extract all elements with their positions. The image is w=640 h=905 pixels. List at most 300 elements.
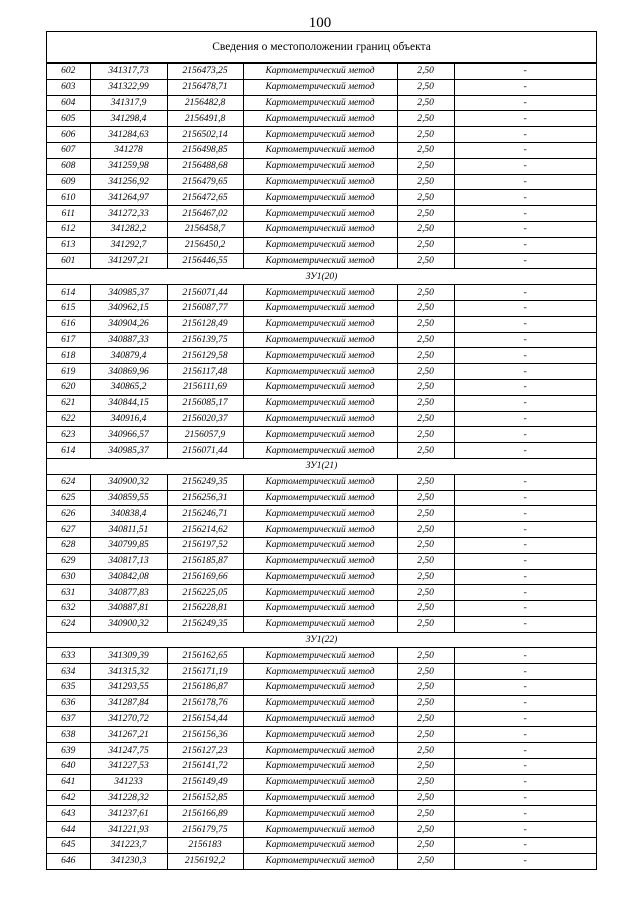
coordinates-table-body — [47, 64, 596, 870]
description-cell: - — [454, 348, 596, 364]
accuracy-cell: 2,50 — [397, 379, 454, 395]
description-cell: - — [454, 680, 596, 696]
method-cell: Картометрический метод — [243, 300, 397, 316]
x-coordinate-cell: 340799,85 — [90, 537, 167, 553]
table-row — [47, 522, 596, 538]
table-row — [47, 158, 596, 174]
y-coordinate-cell: 2156225,05 — [167, 585, 243, 601]
method-cell: Картометрический метод — [243, 522, 397, 538]
x-coordinate-cell: 340887,81 — [90, 601, 167, 617]
accuracy-cell: 2,50 — [397, 522, 454, 538]
method-cell: Картометрический метод — [243, 316, 397, 332]
table-row — [47, 695, 596, 711]
method-cell: Картометрический метод — [243, 158, 397, 174]
table-row — [47, 680, 596, 696]
method-cell: Картометрический метод — [243, 379, 397, 395]
accuracy-cell: 2,50 — [397, 664, 454, 680]
point-number-cell: 643 — [47, 806, 90, 822]
description-cell: - — [454, 174, 596, 190]
accuracy-cell: 2,50 — [397, 490, 454, 506]
table-row — [47, 174, 596, 190]
accuracy-cell: 2,50 — [397, 253, 454, 269]
description-cell: - — [454, 111, 596, 127]
description-cell: - — [454, 237, 596, 253]
y-coordinate-cell: 2156192,2 — [167, 853, 243, 869]
accuracy-cell: 2,50 — [397, 648, 454, 664]
method-cell: Картометрический метод — [243, 711, 397, 727]
point-number-cell: 618 — [47, 348, 90, 364]
method-cell: Картометрический метод — [243, 253, 397, 269]
point-number-cell: 633 — [47, 648, 90, 664]
accuracy-cell: 2,50 — [397, 537, 454, 553]
table-row — [47, 838, 596, 854]
x-coordinate-cell: 341284,63 — [90, 127, 167, 143]
description-cell: - — [454, 743, 596, 759]
table-row — [47, 585, 596, 601]
accuracy-cell: 2,50 — [397, 585, 454, 601]
table-row — [47, 221, 596, 237]
accuracy-cell: 2,50 — [397, 300, 454, 316]
accuracy-cell: 2,50 — [397, 206, 454, 222]
table-row — [47, 790, 596, 806]
x-coordinate-cell: 341309,39 — [90, 648, 167, 664]
method-cell: Картометрический метод — [243, 585, 397, 601]
point-number-cell: 608 — [47, 158, 90, 174]
point-number-cell: 632 — [47, 601, 90, 617]
y-coordinate-cell: 2156162,65 — [167, 648, 243, 664]
x-coordinate-cell: 340900,32 — [90, 474, 167, 490]
x-coordinate-cell: 341322,99 — [90, 79, 167, 95]
method-cell: Картометрический метод — [243, 348, 397, 364]
x-coordinate-cell: 341298,4 — [90, 111, 167, 127]
x-coordinate-cell: 341223,7 — [90, 838, 167, 854]
point-number-cell: 639 — [47, 743, 90, 759]
method-cell: Картометрический метод — [243, 79, 397, 95]
y-coordinate-cell: 2156087,77 — [167, 300, 243, 316]
description-cell: - — [454, 142, 596, 158]
y-coordinate-cell: 2156185,87 — [167, 553, 243, 569]
accuracy-cell: 2,50 — [397, 727, 454, 743]
y-coordinate-cell: 2156171,19 — [167, 664, 243, 680]
table-row — [47, 664, 596, 680]
y-coordinate-cell: 2156178,76 — [167, 695, 243, 711]
table-row — [47, 711, 596, 727]
x-coordinate-cell: 341233 — [90, 774, 167, 790]
method-cell: Картометрический метод — [243, 695, 397, 711]
description-cell: - — [454, 616, 596, 632]
accuracy-cell: 2,50 — [397, 411, 454, 427]
table-row — [47, 743, 596, 759]
point-number-cell: 606 — [47, 127, 90, 143]
description-cell: - — [454, 506, 596, 522]
description-cell: - — [454, 601, 596, 617]
description-cell: - — [454, 537, 596, 553]
x-coordinate-cell: 340869,96 — [90, 364, 167, 380]
table-row — [47, 490, 596, 506]
point-number-cell: 638 — [47, 727, 90, 743]
description-cell: - — [454, 727, 596, 743]
table-row — [47, 822, 596, 838]
y-coordinate-cell: 2156071,44 — [167, 285, 243, 301]
point-number-cell: 626 — [47, 506, 90, 522]
point-number-cell: 622 — [47, 411, 90, 427]
table-row — [47, 127, 596, 143]
y-coordinate-cell: 2156488,68 — [167, 158, 243, 174]
table-heading: Сведения о местоположении границ объекта — [47, 32, 596, 63]
x-coordinate-cell: 341272,33 — [90, 206, 167, 222]
method-cell: Картометрический метод — [243, 853, 397, 869]
y-coordinate-cell: 2156129,58 — [167, 348, 243, 364]
y-coordinate-cell: 2156249,35 — [167, 616, 243, 632]
point-number-cell: 616 — [47, 316, 90, 332]
x-coordinate-cell: 340817,13 — [90, 553, 167, 569]
accuracy-cell: 2,50 — [397, 443, 454, 459]
method-cell: Картометрический метод — [243, 680, 397, 696]
y-coordinate-cell: 2156256,31 — [167, 490, 243, 506]
page-number: 100 — [308, 15, 332, 31]
method-cell: Картометрический метод — [243, 822, 397, 838]
description-cell: - — [454, 490, 596, 506]
method-cell: Картометрический метод — [243, 64, 397, 80]
table-row — [47, 142, 596, 158]
accuracy-cell: 2,50 — [397, 316, 454, 332]
table-row — [47, 537, 596, 553]
table-row — [47, 727, 596, 743]
point-number-cell: 642 — [47, 790, 90, 806]
y-coordinate-cell: 2156446,55 — [167, 253, 243, 269]
x-coordinate-cell: 341287,84 — [90, 695, 167, 711]
method-cell: Картометрический метод — [243, 206, 397, 222]
description-cell: - — [454, 158, 596, 174]
method-cell: Картометрический метод — [243, 95, 397, 111]
method-cell: Картометрический метод — [243, 127, 397, 143]
x-coordinate-cell: 341270,72 — [90, 711, 167, 727]
y-coordinate-cell: 2156467,02 — [167, 206, 243, 222]
y-coordinate-cell: 2156479,65 — [167, 174, 243, 190]
y-coordinate-cell: 2156473,25 — [167, 64, 243, 80]
description-cell: - — [454, 695, 596, 711]
point-number-cell: 624 — [47, 474, 90, 490]
table-row — [47, 364, 596, 380]
table-row — [47, 569, 596, 585]
section-label: ЗУ1(21) — [47, 458, 596, 474]
description-cell: - — [454, 853, 596, 869]
table-row — [47, 395, 596, 411]
description-cell: - — [454, 64, 596, 80]
y-coordinate-cell: 2156169,66 — [167, 569, 243, 585]
method-cell: Картометрический метод — [243, 427, 397, 443]
method-cell: Картометрический метод — [243, 553, 397, 569]
point-number-cell: 635 — [47, 680, 90, 696]
x-coordinate-cell: 340985,37 — [90, 285, 167, 301]
x-coordinate-cell: 341237,61 — [90, 806, 167, 822]
method-cell: Картометрический метод — [243, 569, 397, 585]
point-number-cell: 637 — [47, 711, 90, 727]
accuracy-cell: 2,50 — [397, 822, 454, 838]
method-cell: Картометрический метод — [243, 364, 397, 380]
table-row — [47, 79, 596, 95]
y-coordinate-cell: 2156246,71 — [167, 506, 243, 522]
method-cell: Картометрический метод — [243, 774, 397, 790]
method-cell: Картометрический метод — [243, 743, 397, 759]
point-number-cell: 623 — [47, 427, 90, 443]
x-coordinate-cell: 340904,26 — [90, 316, 167, 332]
table-row — [47, 601, 596, 617]
point-number-cell: 614 — [47, 285, 90, 301]
description-cell: - — [454, 443, 596, 459]
x-coordinate-cell: 341317,73 — [90, 64, 167, 80]
point-number-cell: 630 — [47, 569, 90, 585]
table-row — [47, 300, 596, 316]
point-number-cell: 644 — [47, 822, 90, 838]
x-coordinate-cell: 341227,53 — [90, 759, 167, 775]
description-cell: - — [454, 221, 596, 237]
method-cell: Картометрический метод — [243, 443, 397, 459]
description-cell: - — [454, 206, 596, 222]
method-cell: Картометрический метод — [243, 474, 397, 490]
method-cell: Картометрический метод — [243, 790, 397, 806]
description-cell: - — [454, 838, 596, 854]
table-row — [47, 190, 596, 206]
table-row — [47, 316, 596, 332]
point-number-cell: 640 — [47, 759, 90, 775]
accuracy-cell: 2,50 — [397, 127, 454, 143]
x-coordinate-cell: 341282,2 — [90, 221, 167, 237]
method-cell: Картометрический метод — [243, 601, 397, 617]
table-row — [47, 506, 596, 522]
accuracy-cell: 2,50 — [397, 680, 454, 696]
table-row — [47, 111, 596, 127]
table-row — [47, 379, 596, 395]
point-number-cell: 612 — [47, 221, 90, 237]
accuracy-cell: 2,50 — [397, 174, 454, 190]
point-number-cell: 636 — [47, 695, 90, 711]
description-cell: - — [454, 711, 596, 727]
description-cell: - — [454, 364, 596, 380]
accuracy-cell: 2,50 — [397, 506, 454, 522]
y-coordinate-cell: 2156498,85 — [167, 142, 243, 158]
x-coordinate-cell: 340887,33 — [90, 332, 167, 348]
y-coordinate-cell: 2156458,7 — [167, 221, 243, 237]
x-coordinate-cell: 340879,4 — [90, 348, 167, 364]
description-cell: - — [454, 95, 596, 111]
x-coordinate-cell: 340859,55 — [90, 490, 167, 506]
point-number-cell: 615 — [47, 300, 90, 316]
description-cell: - — [454, 790, 596, 806]
y-coordinate-cell: 2156228,81 — [167, 601, 243, 617]
table-row — [47, 853, 596, 869]
point-number-cell: 634 — [47, 664, 90, 680]
description-cell: - — [454, 474, 596, 490]
description-cell: - — [454, 395, 596, 411]
point-number-cell: 625 — [47, 490, 90, 506]
table-row — [47, 616, 596, 632]
y-coordinate-cell: 2156186,87 — [167, 680, 243, 696]
y-coordinate-cell: 2156057,9 — [167, 427, 243, 443]
description-cell: - — [454, 585, 596, 601]
x-coordinate-cell: 341315,32 — [90, 664, 167, 680]
point-number-cell: 609 — [47, 174, 90, 190]
accuracy-cell: 2,50 — [397, 806, 454, 822]
x-coordinate-cell: 341221,93 — [90, 822, 167, 838]
point-number-cell: 613 — [47, 237, 90, 253]
accuracy-cell: 2,50 — [397, 285, 454, 301]
accuracy-cell: 2,50 — [397, 332, 454, 348]
description-cell: - — [454, 127, 596, 143]
accuracy-cell: 2,50 — [397, 853, 454, 869]
accuracy-cell: 2,50 — [397, 553, 454, 569]
table-row — [47, 348, 596, 364]
x-coordinate-cell: 340865,2 — [90, 379, 167, 395]
y-coordinate-cell: 2156117,48 — [167, 364, 243, 380]
y-coordinate-cell: 2156152,85 — [167, 790, 243, 806]
point-number-cell: 621 — [47, 395, 90, 411]
description-cell: - — [454, 522, 596, 538]
description-cell: - — [454, 569, 596, 585]
x-coordinate-cell: 341256,92 — [90, 174, 167, 190]
description-cell: - — [454, 759, 596, 775]
accuracy-cell: 2,50 — [397, 221, 454, 237]
accuracy-cell: 2,50 — [397, 790, 454, 806]
accuracy-cell: 2,50 — [397, 838, 454, 854]
point-number-cell: 627 — [47, 522, 90, 538]
y-coordinate-cell: 2156166,89 — [167, 806, 243, 822]
point-number-cell: 641 — [47, 774, 90, 790]
method-cell: Картометрический метод — [243, 616, 397, 632]
description-cell: - — [454, 379, 596, 395]
method-cell: Картометрический метод — [243, 142, 397, 158]
y-coordinate-cell: 2156111,69 — [167, 379, 243, 395]
section-row — [47, 632, 596, 648]
accuracy-cell: 2,50 — [397, 711, 454, 727]
method-cell: Картометрический метод — [243, 759, 397, 775]
point-number-cell: 628 — [47, 537, 90, 553]
point-number-cell: 620 — [47, 379, 90, 395]
table-row — [47, 553, 596, 569]
x-coordinate-cell: 340842,08 — [90, 569, 167, 585]
method-cell: Картометрический метод — [243, 806, 397, 822]
x-coordinate-cell: 340844,15 — [90, 395, 167, 411]
description-cell: - — [454, 332, 596, 348]
point-number-cell: 602 — [47, 64, 90, 80]
y-coordinate-cell: 2156491,8 — [167, 111, 243, 127]
method-cell: Картометрический метод — [243, 506, 397, 522]
x-coordinate-cell: 340966,57 — [90, 427, 167, 443]
y-coordinate-cell: 2156071,44 — [167, 443, 243, 459]
x-coordinate-cell: 341247,75 — [90, 743, 167, 759]
point-number-cell: 610 — [47, 190, 90, 206]
description-cell: - — [454, 316, 596, 332]
accuracy-cell: 2,50 — [397, 601, 454, 617]
description-cell: - — [454, 300, 596, 316]
y-coordinate-cell: 2156179,75 — [167, 822, 243, 838]
x-coordinate-cell: 340985,37 — [90, 443, 167, 459]
method-cell: Картометрический метод — [243, 237, 397, 253]
table-row — [47, 237, 596, 253]
table-row — [47, 759, 596, 775]
x-coordinate-cell: 341278 — [90, 142, 167, 158]
point-number-cell: 601 — [47, 253, 90, 269]
table-row — [47, 411, 596, 427]
accuracy-cell: 2,50 — [397, 64, 454, 80]
point-number-cell: 607 — [47, 142, 90, 158]
section-row — [47, 269, 596, 285]
x-coordinate-cell: 341317,9 — [90, 95, 167, 111]
y-coordinate-cell: 2156502,14 — [167, 127, 243, 143]
x-coordinate-cell: 340962,15 — [90, 300, 167, 316]
accuracy-cell: 2,50 — [397, 348, 454, 364]
accuracy-cell: 2,50 — [397, 774, 454, 790]
description-cell: - — [454, 648, 596, 664]
accuracy-cell: 2,50 — [397, 743, 454, 759]
section-row — [47, 458, 596, 474]
method-cell: Картометрический метод — [243, 190, 397, 206]
table-row — [47, 774, 596, 790]
table-row — [47, 332, 596, 348]
description-cell: - — [454, 553, 596, 569]
method-cell: Картометрический метод — [243, 111, 397, 127]
table-row — [47, 427, 596, 443]
point-number-cell: 617 — [47, 332, 90, 348]
accuracy-cell: 2,50 — [397, 158, 454, 174]
y-coordinate-cell: 2156139,75 — [167, 332, 243, 348]
method-cell: Картометрический метод — [243, 221, 397, 237]
coordinates-table — [47, 63, 596, 870]
y-coordinate-cell: 2156249,35 — [167, 474, 243, 490]
accuracy-cell: 2,50 — [397, 616, 454, 632]
accuracy-cell: 2,50 — [397, 395, 454, 411]
x-coordinate-cell: 341292,7 — [90, 237, 167, 253]
description-cell: - — [454, 411, 596, 427]
accuracy-cell: 2,50 — [397, 237, 454, 253]
table-row — [47, 474, 596, 490]
accuracy-cell: 2,50 — [397, 427, 454, 443]
x-coordinate-cell: 341297,21 — [90, 253, 167, 269]
boundary-table-sheet — [46, 31, 597, 870]
section-label: ЗУ1(20) — [47, 269, 596, 285]
y-coordinate-cell: 2156450,2 — [167, 237, 243, 253]
point-number-cell: 645 — [47, 838, 90, 854]
description-cell: - — [454, 427, 596, 443]
y-coordinate-cell: 2156085,17 — [167, 395, 243, 411]
y-coordinate-cell: 2156128,49 — [167, 316, 243, 332]
x-coordinate-cell: 340838,4 — [90, 506, 167, 522]
table-row — [47, 285, 596, 301]
y-coordinate-cell: 2156197,52 — [167, 537, 243, 553]
table-row — [47, 648, 596, 664]
method-cell: Картометрический метод — [243, 395, 397, 411]
y-coordinate-cell: 2156156,36 — [167, 727, 243, 743]
x-coordinate-cell: 341293,55 — [90, 680, 167, 696]
method-cell: Картометрический метод — [243, 838, 397, 854]
accuracy-cell: 2,50 — [397, 474, 454, 490]
y-coordinate-cell: 2156183 — [167, 838, 243, 854]
x-coordinate-cell: 340900,32 — [90, 616, 167, 632]
section-label: ЗУ1(22) — [47, 632, 596, 648]
y-coordinate-cell: 2156214,62 — [167, 522, 243, 538]
x-coordinate-cell: 340916,4 — [90, 411, 167, 427]
description-cell: - — [454, 190, 596, 206]
method-cell: Картометрический метод — [243, 332, 397, 348]
method-cell: Картометрический метод — [243, 490, 397, 506]
point-number-cell: 619 — [47, 364, 90, 380]
point-number-cell: 604 — [47, 95, 90, 111]
point-number-cell: 624 — [47, 616, 90, 632]
method-cell: Картометрический метод — [243, 411, 397, 427]
accuracy-cell: 2,50 — [397, 111, 454, 127]
y-coordinate-cell: 2156020,37 — [167, 411, 243, 427]
y-coordinate-cell: 2156472,65 — [167, 190, 243, 206]
